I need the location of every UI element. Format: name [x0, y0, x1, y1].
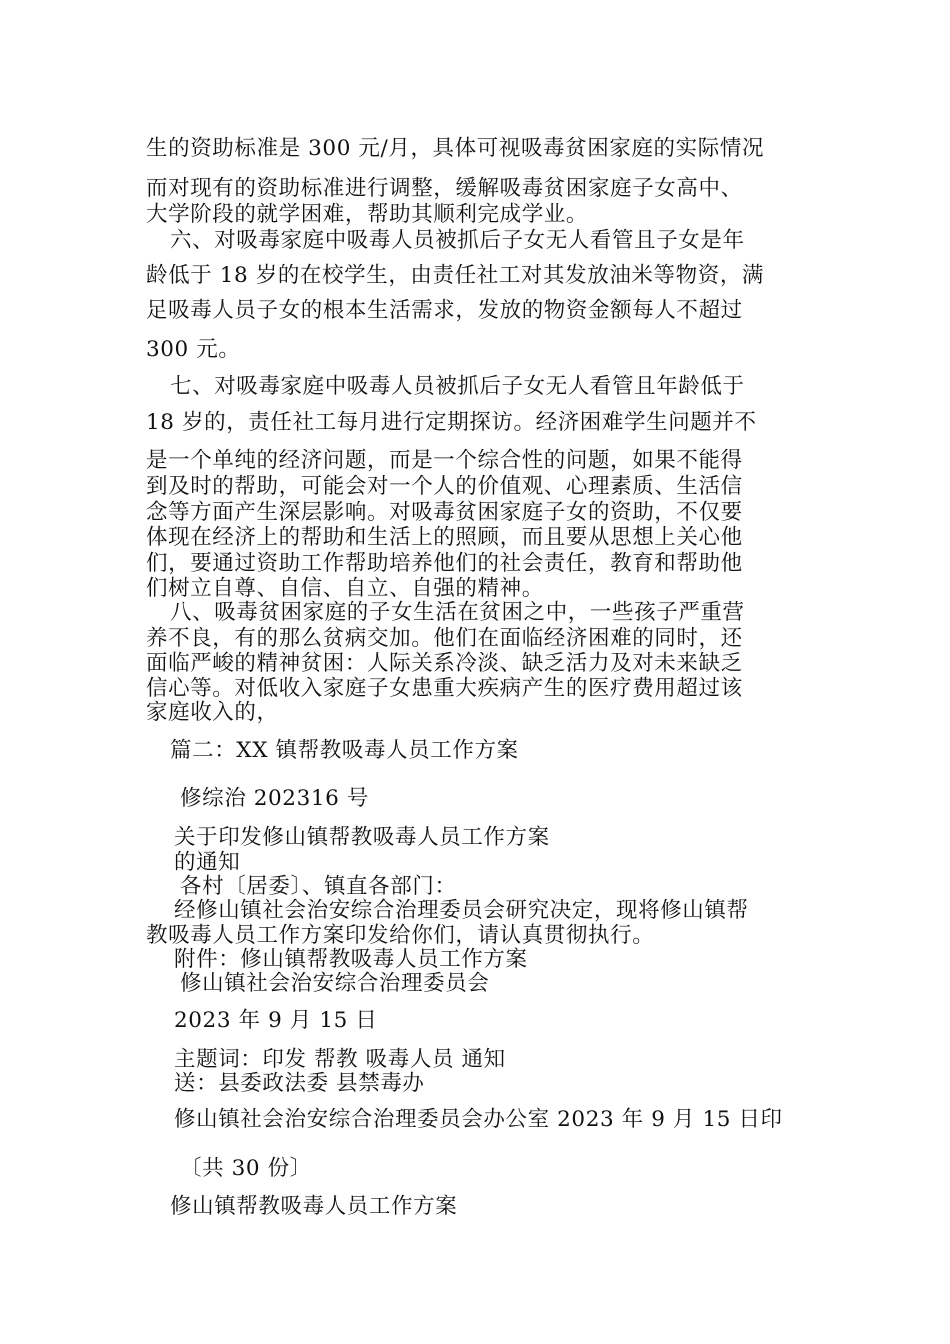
text-line: 养不良，有的那么贫病交加。他们在面临经济困难的同时，还	[146, 626, 743, 651]
text-line: 七、对吸毒家庭中吸毒人员被抓后子女无人看管且年龄低于	[170, 374, 745, 399]
notice-title: 关于印发修山镇帮教吸毒人员工作方案	[174, 825, 550, 850]
text-line: 而对现有的资助标准进行调整，缓解吸毒贫困家庭子女高中、	[146, 176, 743, 201]
text-line: 300 元。	[146, 337, 241, 362]
text-line: 生的资助标准是 300 元/月，具体可视吸毒贫困家庭的实际情况	[146, 136, 765, 161]
text-line: 六、对吸毒家庭中吸毒人员被抓后子女无人看管且子女是年	[170, 228, 745, 253]
text-line: 信心等。对低收入家庭子女患重大疾病产生的医疗费用超过该	[146, 676, 743, 701]
issue-date: 2023 年 9 月 15 日	[174, 1008, 378, 1033]
copy-to: 送：县委政法委 县禁毒办	[174, 1071, 425, 1096]
copy-count: 〔共 30 份〕	[180, 1156, 312, 1181]
text-line: 经修山镇社会治安综合治理委员会研究决定，现将修山镇帮	[174, 898, 749, 923]
addressee: 各村〔居委〕、镇直各部门：	[180, 874, 457, 899]
text-line: 是一个单纯的经济问题，而是一个综合性的问题，如果不能得	[146, 448, 743, 473]
printing-office: 修山镇社会治安综合治理委员会办公室 2023 年 9 月 15 日印	[174, 1107, 783, 1132]
text-line: 18 岁的，责任社工每月进行定期探访。经济困难学生问题并不	[146, 410, 757, 435]
text-line: 们树立自尊、自信、自立、自强的精神。	[146, 576, 544, 601]
text-line: 到及时的帮助，可能会对一个人的价值观、心理素质、生活信	[146, 474, 743, 499]
attachment-line: 附件：修山镇帮教吸毒人员工作方案	[174, 947, 528, 972]
section-heading: 篇二：XX 镇帮教吸毒人员工作方案	[170, 738, 519, 763]
subject-words: 主题词：印发 帮教 吸毒人员 通知	[174, 1047, 506, 1072]
plan-title: 修山镇帮教吸毒人员工作方案	[170, 1194, 458, 1219]
notice-title: 的通知	[174, 850, 241, 875]
text-line: 足吸毒人员子女的根本生活需求，发放的物资金额每人不超过	[146, 298, 743, 323]
document-number: 修综治 202316 号	[180, 786, 369, 811]
text-line: 家庭收入的，	[146, 700, 279, 725]
text-line: 念等方面产生深层影响。对吸毒贫困家庭子女的资助，不仅要	[146, 500, 743, 525]
text-line: 们，要通过资助工作帮助培养他们的社会责任，教育和帮助他	[146, 551, 743, 576]
text-line: 体现在经济上的帮助和生活上的照顾，而且要从思想上关心他	[146, 525, 743, 550]
text-line: 面临严峻的精神贫困：人际关系冷淡、缺乏活力及对未来缺乏	[146, 651, 743, 676]
issuer: 修山镇社会治安综合治理委员会	[180, 971, 490, 996]
text-line: 大学阶段的就学困难，帮助其顺利完成学业。	[146, 202, 589, 227]
text-line: 八、吸毒贫困家庭的子女生活在贫困之中，一些孩子严重营	[170, 600, 745, 625]
text-line: 龄低于 18 岁的在校学生，由责任社工对其发放油米等物资，满	[146, 263, 765, 288]
text-line: 教吸毒人员工作方案印发给你们，请认真贯彻执行。	[146, 923, 655, 948]
